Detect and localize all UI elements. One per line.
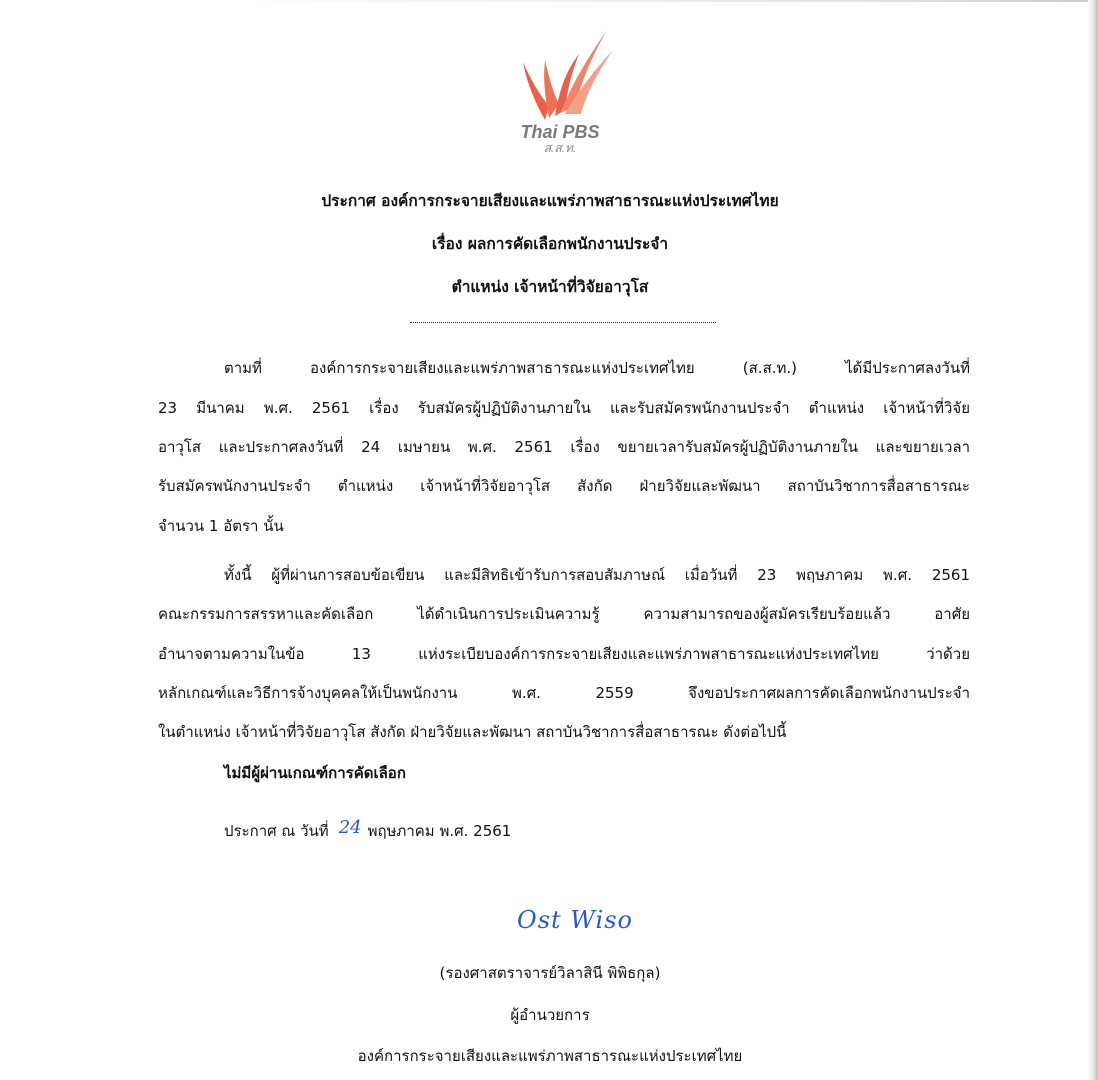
paragraph1-line: 23 มีนาคม พ.ศ. 2561 เรื่อง รับสมัครผู้ปฏิบัติงานภายใน และรับสมัครพนักงานประจำ ตำแหน่ง เจ้าหน้าที่วิจัย [158,399,970,417]
announce-prefix: ประกาศ ณ วันที่ [224,822,329,840]
paragraph2-line: ทั้งนี้ ผู้ที่ผ่านการสอบข้อเขียน และมีสิทธิเข้ารับการสอบสัมภาษณ์ เมื่อวันที่ 23 พฤษภาคม พ.ศ. 2561 [224,566,970,584]
paragraph2-line: อำนาจตามความในข้อ 13 แห่งระเบียบองค์การกระจายเสียงและแพร่ภาพสาธารณะแห่งประเทศไทย ว่าด้วย [158,645,970,663]
scan-right-edge [1088,0,1098,1080]
announce-suffix: พฤษภาคม พ.ศ. 2561 [367,822,512,840]
signer-name: (รองศาสตราจารย์วิลาสินี พิพิธกุล) [439,964,661,982]
paragraph2-line: หลักเกณฑ์และวิธีการจ้างบุคคลให้เป็นพนักงาน พ.ศ. 2559 จึงขอประกาศผลการคัดเลือกพนักงานประจำ [158,684,970,702]
paragraph2-line: ในตำแหน่ง เจ้าหน้าที่วิจัยอาวุโส สังกัด ฝ่ายวิจัยและพัฒนา สถาบันวิชาการสื่อสาธารณะ ดังต่อไปนี้ [158,723,787,741]
signature-ink: Ost Wiso [517,906,633,934]
handwritten-signature [500,905,650,950]
announcement-title: ประกาศ องค์การกระจายเสียงและแพร่ภาพสาธารณะแห่งประเทศไทย [321,192,779,210]
paragraph1-line: รับสมัครพนักงานประจำ ตำแหน่ง เจ้าหน้าที่วิจัยอาวุโส สังกัด ฝ่ายวิจัยและพัฒนา สถาบันวิชาการสื่อสาธารณะ [158,477,970,495]
logo-sub-text: ส.ส.ท. [543,141,577,155]
signer-organization: องค์การกระจายเสียงและแพร่ภาพสาธารณะแห่งประเทศไทย [357,1047,743,1065]
bird-wing-icon [505,22,615,122]
dotted-divider [410,322,716,323]
announcement-subject: เรื่อง ผลการคัดเลือกพนักงานประจำ [431,235,669,253]
paragraph1-line: อาวุโส และประกาศลงวันที่ 24 เมษายน พ.ศ. 2561 เรื่อง ขยายเวลารับสมัครผู้ปฏิบัติงานภายใน และขยายเวลา [158,438,970,456]
announcement-position: ตำแหน่ง เจ้าหน้าที่วิจัยอาวุโส [451,278,649,296]
selection-result: ไม่มีผู้ผ่านเกณฑ์การคัดเลือก [224,764,406,782]
logo-brand-text: Thai PBS [520,122,600,142]
paragraph2-line: คณะกรรมการสรรหาและคัดเลือก ได้ดำเนินการประเมินความรู้ ความสามารถของผู้สมัครเรียบร้อยแล้ว อาศัย [158,605,970,623]
thai-pbs-logo [505,22,615,162]
paragraph1-line: จำนวน 1 อัตรา นั้น [158,517,284,535]
scan-top-edge [0,0,1098,2]
signer-title: ผู้อำนวยการ [510,1006,590,1024]
announcement-date [224,817,512,842]
handwritten-day: 24 [338,817,362,838]
paragraph1-line: ตามที่ องค์การกระจายเสียงและแพร่ภาพสาธารณะแห่งประเทศไทย (ส.ส.ท.) ได้มีประกาศลงวันที่ [224,359,970,377]
